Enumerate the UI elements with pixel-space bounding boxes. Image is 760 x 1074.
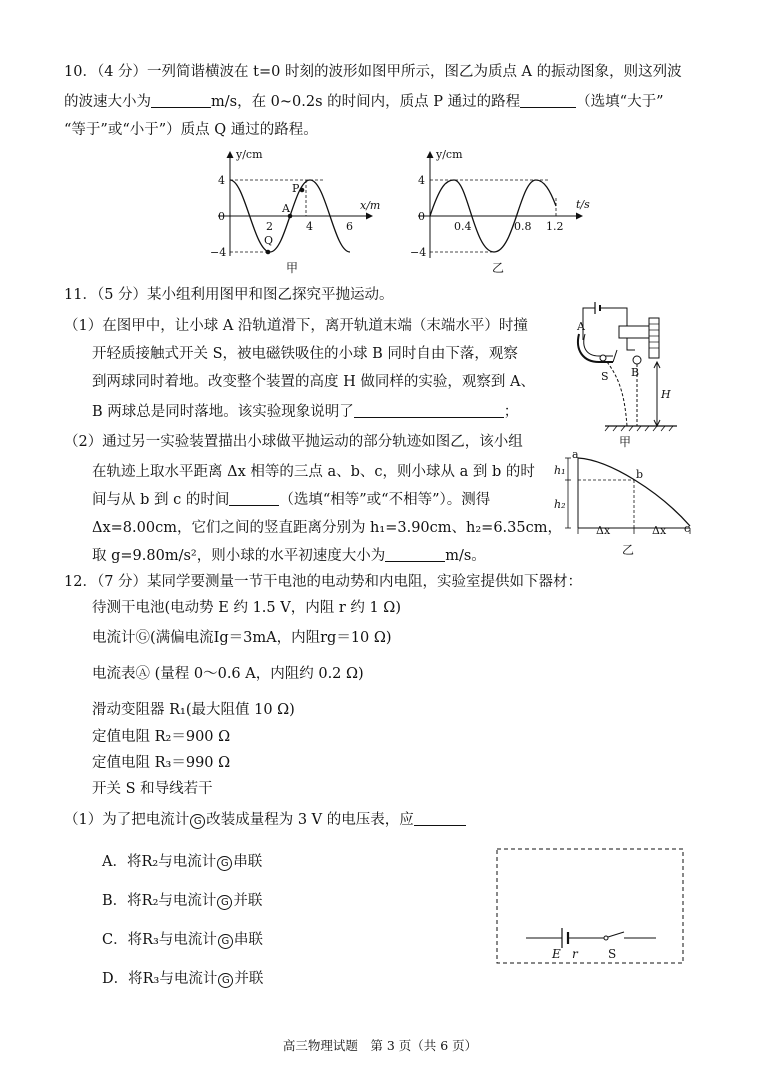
q10-jia-x2: 2 xyxy=(266,220,273,233)
q10-line2 xyxy=(64,92,663,112)
q11-p1-l4 xyxy=(92,402,518,422)
q10-yi-t2: 0.8 xyxy=(514,220,532,233)
q11-jia-caption: 甲 xyxy=(619,435,632,449)
q12-circuit-label-S: S xyxy=(608,947,617,961)
q12-item-2: 电流表Ⓐ (量程 0～0.6 A，内阻约 0.2 Ω) xyxy=(92,666,364,682)
q10-jia-label-Q: Q xyxy=(264,234,274,247)
q10-yi-y0: 0 xyxy=(418,210,425,223)
q12-head: 12．（7 分）某同学要测量一节干电池的电动势和内电阻，实验室提供如下器材： xyxy=(64,574,583,590)
q11-p2-l2: 在轨迹上取水平距离 Δx 相等的三点 a、b、c，则小球从 a 到 b 的时 xyxy=(92,464,535,480)
q11-p2-l1: （2）通过另一实验装置描出小球做平抛运动的部分轨迹如图乙，该小组 xyxy=(64,434,523,450)
q12-option-B-pre: B．将R₂与电流计 xyxy=(102,893,217,909)
q12-circuit-box[interactable] xyxy=(496,848,686,966)
q11-yi-caption: 乙 xyxy=(622,543,635,557)
q11-p2-l3 xyxy=(92,490,490,510)
q10-jia-x4: 4 xyxy=(306,220,313,233)
q12-item-3: 滑动变阻器 R₁(最大阻值 10 Ω) xyxy=(92,702,295,718)
galvanometer-icon: G xyxy=(218,973,233,988)
q11-head: 11．（5 分）某小组利用图甲和图乙探究平抛运动。 xyxy=(64,287,394,303)
q10-jia-caption: 甲 xyxy=(286,261,299,274)
q10-yi-caption: 乙 xyxy=(492,261,505,274)
q12-item-5: 定值电阻 R₃＝990 Ω xyxy=(92,755,231,771)
q11-figure-jia xyxy=(565,300,685,450)
q11-yi-label-dx1: Δx xyxy=(596,524,611,537)
q11-p1-l3: 到两球同时着地。改变整个装置的高度 H 做同样的实验，观察到 A、 xyxy=(92,374,535,390)
q12-option-D[interactable] xyxy=(102,969,263,989)
q10-figure-yi xyxy=(410,146,590,274)
q12-option-C-post: 串联 xyxy=(233,932,263,948)
q12-option-B[interactable] xyxy=(102,891,262,911)
q11-yi-label-c: c xyxy=(684,522,691,535)
q11-jia-label-B: B xyxy=(631,366,640,379)
q11-p2-l5 xyxy=(92,546,486,566)
q11-blank-velocity[interactable] xyxy=(385,546,445,562)
q10-jia-ylabel: y/cm xyxy=(236,148,263,161)
q10-jia-x6: 6 xyxy=(346,220,353,233)
q10-yi-xlabel: t/s xyxy=(576,198,590,211)
galvanometer-icon: G xyxy=(190,814,205,829)
q10-yi-yn4: −4 xyxy=(410,246,427,259)
q12-item-6: 开关 S 和导线若干 xyxy=(92,781,213,797)
q11-p1-l4b: ； xyxy=(503,404,519,420)
q11-p1-l4a: B 两球总是同时落地。该实验现象说明了 xyxy=(92,404,354,420)
q10-jia-label-P: P xyxy=(292,182,300,195)
q11-yi-label-dx2: Δx xyxy=(652,524,667,537)
q12-item-4: 定值电阻 R₂＝900 Ω xyxy=(92,729,231,745)
q12-circuit-label-r: r xyxy=(572,947,578,961)
q12-circuit-label-E: E xyxy=(552,947,561,961)
q11-yi-label-h1: h₁ xyxy=(554,464,566,477)
q12-option-C[interactable] xyxy=(102,930,263,950)
page-footer: 高三物理试题 第 3 页（共 6 页） xyxy=(282,1038,478,1053)
galvanometer-icon: G xyxy=(217,895,232,910)
q11-p2-l3a: 间与从 b 到 c 的时间 xyxy=(92,492,230,508)
q11-blank-time[interactable] xyxy=(229,490,279,506)
q12-sub1b: 改装成量程为 3 V 的电压表，应 xyxy=(206,812,414,828)
q12-option-A-pre: A．将R₂与电流计 xyxy=(102,854,217,870)
q12-option-D-post: 并联 xyxy=(234,971,264,987)
q11-figure-yi xyxy=(550,452,700,558)
q12-option-C-pre: C．将R₃与电流计 xyxy=(102,932,217,948)
q10-line3: “等于”或“小于”）质点 Q 通过的路程。 xyxy=(64,122,318,138)
q10-line1: 10．（4 分）一列简谐横波在 t=0 时刻的波形如图甲所示，图乙为质点 A 的振动图象，则这列波 xyxy=(64,64,682,80)
q12-blank-answer[interactable] xyxy=(414,810,466,826)
q12-option-D-pre: D．将R₃与电流计 xyxy=(102,971,218,987)
q10-jia-yn4: −4 xyxy=(210,246,227,259)
q10-yi-t3: 1.2 xyxy=(546,220,564,233)
q10-line2a: 的波速大小为 xyxy=(64,94,151,110)
q11-p2-l5a: 取 g=9.80m/s²，则小球的水平初速度大小为 xyxy=(92,548,386,564)
q11-yi-label-a: a xyxy=(572,452,579,461)
q11-jia-label-H: H xyxy=(661,388,671,401)
q12-item-0: 待测干电池(电动势 E 约 1.5 V，内阻 r 约 1 Ω) xyxy=(92,600,401,616)
q11-p1-l2: 开轻质接触式开关 S，被电磁铁吸住的小球 B 同时自由下落，观察 xyxy=(92,346,518,362)
q11-p1-l1: （1）在图甲中，让小球 A 沿轨道滑下，离开轨道末端（末端水平）时撞 xyxy=(64,318,528,334)
q10-jia-label-A: A xyxy=(282,202,290,215)
q10-yi-ylabel: y/cm xyxy=(436,148,463,161)
q11-yi-label-h2: h₂ xyxy=(554,498,566,511)
q10-line2c: （选填“大于” xyxy=(576,94,664,110)
q11-p2-l4: Δx=8.00cm，它们之间的竖直距离分别为 h₁=3.90cm、h₂=6.35cm， xyxy=(92,520,562,536)
q10-yi-y4: 4 xyxy=(418,174,425,187)
q11-p2-l5b: m/s。 xyxy=(445,548,486,564)
q12-option-A[interactable] xyxy=(102,852,262,872)
q11-jia-label-A: A xyxy=(577,320,585,333)
q11-jia-label-S: S xyxy=(601,370,609,383)
q11-p2-l3b: （选填“相等”或“不相等”）。测得 xyxy=(279,492,491,508)
q10-blank-speed[interactable] xyxy=(151,92,211,108)
q10-figure-jia xyxy=(210,146,380,274)
q12-option-A-post: 串联 xyxy=(233,854,263,870)
q10-blank-path[interactable] xyxy=(520,92,576,108)
q12-option-B-post: 并联 xyxy=(233,893,263,909)
q10-jia-xlabel: x/m xyxy=(360,199,380,212)
q11-yi-label-b: b xyxy=(636,468,644,481)
q11-blank-conclusion[interactable] xyxy=(354,402,504,418)
q12-sub1a: （1）为了把电流计 xyxy=(64,812,190,828)
q12-sub1 xyxy=(64,810,466,830)
q12-item-1: 电流计Ⓖ(满偏电流Ig＝3mA，内阻rg＝10 Ω) xyxy=(92,630,392,646)
q10-line2b: m/s，在 0~0.2s 的时间内，质点 P 通过的路程 xyxy=(211,94,521,110)
q10-jia-y4: 4 xyxy=(218,174,225,187)
q10-yi-t1: 0.4 xyxy=(454,220,472,233)
galvanometer-icon: G xyxy=(217,856,232,871)
q10-jia-y0: 0 xyxy=(218,210,225,223)
galvanometer-icon: G xyxy=(218,934,233,949)
